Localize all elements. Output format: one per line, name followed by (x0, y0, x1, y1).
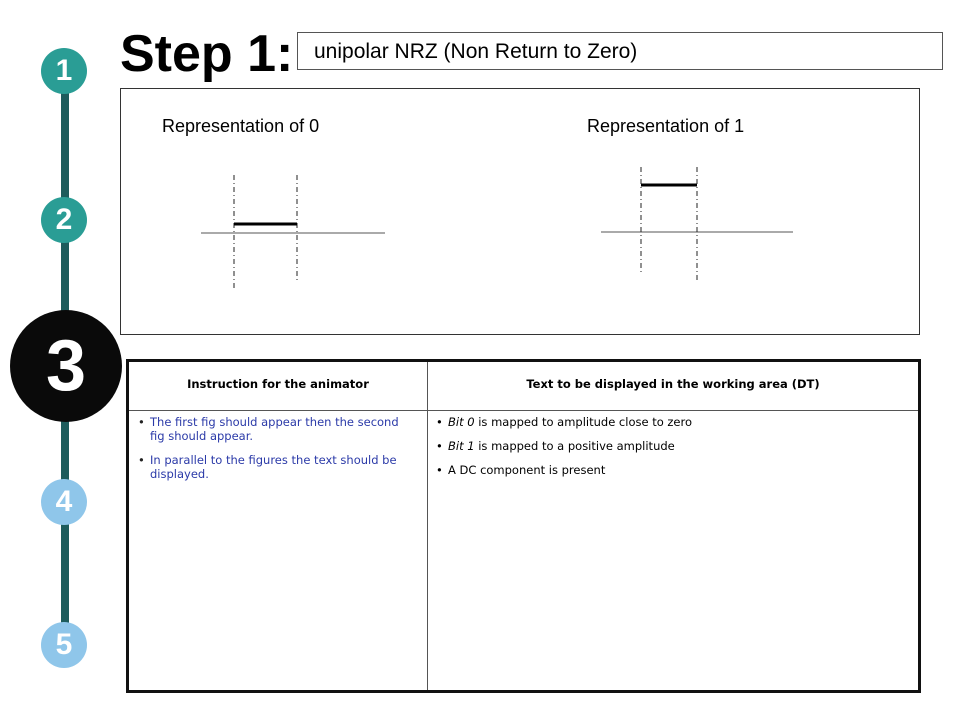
bit-0-term: Bit 0 (448, 415, 475, 429)
figure-panel (120, 88, 920, 335)
animator-instruction-item: • In parallel to the figures the text should be displayed. (138, 453, 413, 481)
step-1-label: 1 (55, 54, 73, 87)
bit-0-description: is mapped to amplitude close to zero (474, 415, 693, 429)
column-divider (427, 362, 428, 690)
step-2-label: 2 (55, 203, 73, 236)
display-text-item (436, 463, 906, 477)
step-2-marker[interactable] (41, 197, 87, 243)
zero-representation-label: Representation of 0 (162, 116, 320, 136)
animator-instructions-list (138, 415, 413, 491)
page-title: Step 1: (120, 25, 294, 83)
display-text-item (436, 439, 906, 453)
animator-instruction-item: • The first fig should appear then the second fig should appear. (138, 415, 413, 443)
step-3-label: 3 (45, 326, 87, 406)
table-header-row (129, 362, 918, 411)
instruction-table (126, 359, 921, 693)
step-4-marker[interactable] (41, 479, 87, 525)
step-4-label: 4 (55, 485, 73, 518)
step-3-marker-active[interactable] (10, 310, 122, 422)
bit-1-term: Bit 1 (448, 439, 475, 453)
animator-column-header: Instruction for the animator (187, 377, 369, 391)
dc-component-description: A DC component is present (448, 463, 606, 477)
one-waveform (601, 167, 793, 281)
display-text-column-header: Text to be displayed in the working area (DT) (526, 377, 820, 391)
nrz-waveform-figures (121, 89, 919, 334)
step-5-marker[interactable] (41, 622, 87, 668)
one-representation-label: Representation of 1 (587, 116, 745, 136)
bit-1-description: is mapped to a positive amplitude (474, 439, 675, 453)
step-1-marker[interactable] (41, 48, 87, 94)
zero-waveform (201, 175, 385, 289)
display-text-item (436, 415, 906, 429)
timeline-rail-lower (61, 240, 69, 640)
step-5-label: 5 (55, 628, 73, 661)
step-subtitle: unipolar NRZ (Non Return to Zero) (297, 32, 943, 70)
display-text-list (436, 415, 906, 487)
